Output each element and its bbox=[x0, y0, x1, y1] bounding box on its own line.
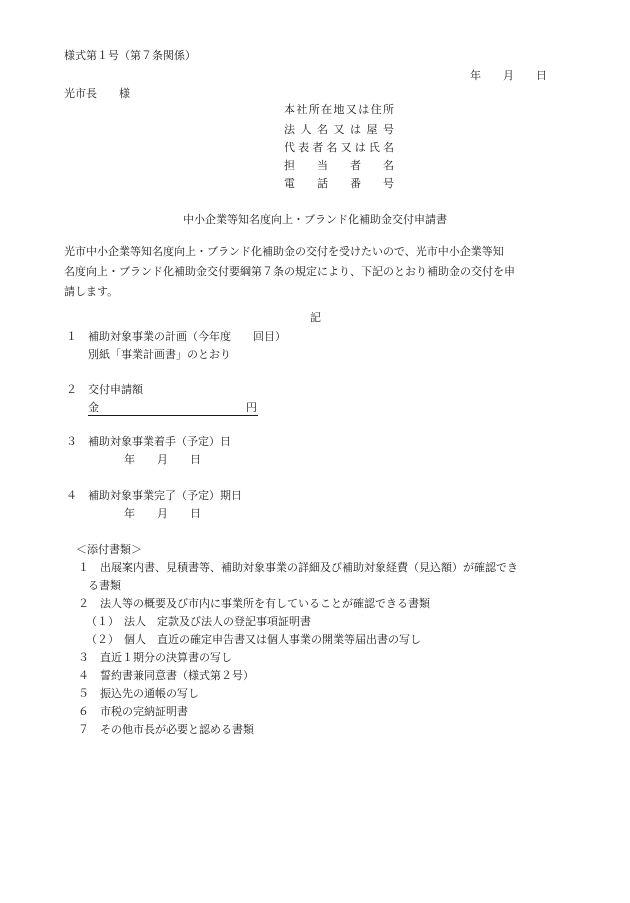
intro-line-1: 光市中小企業等知名度向上・ブランド化補助金の交付を受けたいので、光市中小企業等知 bbox=[64, 245, 504, 258]
item-1-number: １ bbox=[66, 330, 77, 343]
amount-suffix: 円 bbox=[246, 401, 257, 414]
attachment-1-text: 出展案内書、見積書等、補助対象事業の詳細及び補助対象経費（見込額）が確認でき bbox=[100, 561, 518, 574]
attachments-heading: ＜添付書類＞ bbox=[76, 543, 142, 556]
item-4-date: 年 月 日 bbox=[124, 507, 201, 520]
attachment-2-2-text: 個人 直近の確定申告書又は個人事業の開業等届出書の写し bbox=[124, 633, 421, 646]
item-4-label: 補助対象事業完了（予定）期日 bbox=[88, 489, 242, 502]
attachment-5-number: ５ bbox=[78, 687, 89, 700]
amount-underline bbox=[88, 415, 258, 416]
item-1-label: 補助対象事業の計画（今年度 回目） bbox=[88, 330, 286, 343]
item-3-label: 補助対象事業着手（予定）日 bbox=[88, 435, 231, 448]
attachment-3-text: 直近１期分の決算書の写し bbox=[100, 651, 232, 664]
addressee: 光市長 様 bbox=[64, 87, 130, 100]
item-3-date: 年 月 日 bbox=[124, 453, 201, 466]
attachment-5-text: 振込先の通帳の写し bbox=[100, 687, 199, 700]
applicant-field-company: 法 人 名 又 は 屋 号 bbox=[284, 123, 394, 136]
attachment-6-number: ６ bbox=[78, 705, 89, 718]
attachment-3-number: ３ bbox=[78, 651, 89, 664]
applicant-field-phone: 電 話 番 号 bbox=[284, 177, 394, 190]
attachment-1-continuation: る書類 bbox=[88, 579, 121, 592]
item-3-number: ３ bbox=[66, 435, 77, 448]
attachment-7-number: ７ bbox=[78, 723, 89, 736]
intro-line-3: 請します。 bbox=[64, 285, 119, 298]
date-line: 年 月 日 bbox=[470, 69, 547, 82]
attachment-2-1-number: （１） bbox=[86, 615, 119, 628]
item-4-number: ４ bbox=[66, 489, 77, 502]
attachment-6-text: 市税の完納証明書 bbox=[100, 705, 188, 718]
item-2-number: ２ bbox=[66, 383, 77, 396]
intro-line-2: 名度向上・ブランド化補助金交付要綱第７条の規定により、下記のとおり補助金の交付を申 bbox=[64, 265, 515, 278]
attachment-2-number: ２ bbox=[78, 597, 89, 610]
attachment-1-number: １ bbox=[78, 561, 89, 574]
applicant-field-representative: 代 表 者 名 又 は 氏 名 bbox=[284, 141, 394, 154]
attachment-2-text: 法人等の概要及び市内に事業所を有していることが確認できる書類 bbox=[100, 597, 430, 610]
attachment-2-2-number: （２） bbox=[86, 633, 119, 646]
item-1-detail: 別紙「事業計画書」のとおり bbox=[88, 348, 231, 361]
amount-prefix: 金 bbox=[88, 401, 99, 414]
attachment-4-number: ４ bbox=[78, 669, 89, 682]
applicant-field-contact-person: 担 当 者 名 bbox=[284, 159, 394, 172]
attachment-4-text: 誓約書兼同意書（様式第２号） bbox=[100, 669, 254, 682]
ki-marker: 記 bbox=[310, 311, 321, 324]
form-number: 様式第１号（第７条関係） bbox=[64, 49, 196, 62]
attachment-7-text: その他市長が必要と認める書類 bbox=[100, 723, 254, 736]
document-title: 中小企業等知名度向上・ブランド化補助金交付申請書 bbox=[183, 213, 447, 226]
applicant-field-address: 本 社 所 在 地 又 は 住 所 bbox=[284, 103, 394, 116]
item-2-label: 交付申請額 bbox=[88, 383, 143, 396]
attachment-2-1-text: 法人 定款及び法人の登記事項証明書 bbox=[124, 615, 311, 628]
